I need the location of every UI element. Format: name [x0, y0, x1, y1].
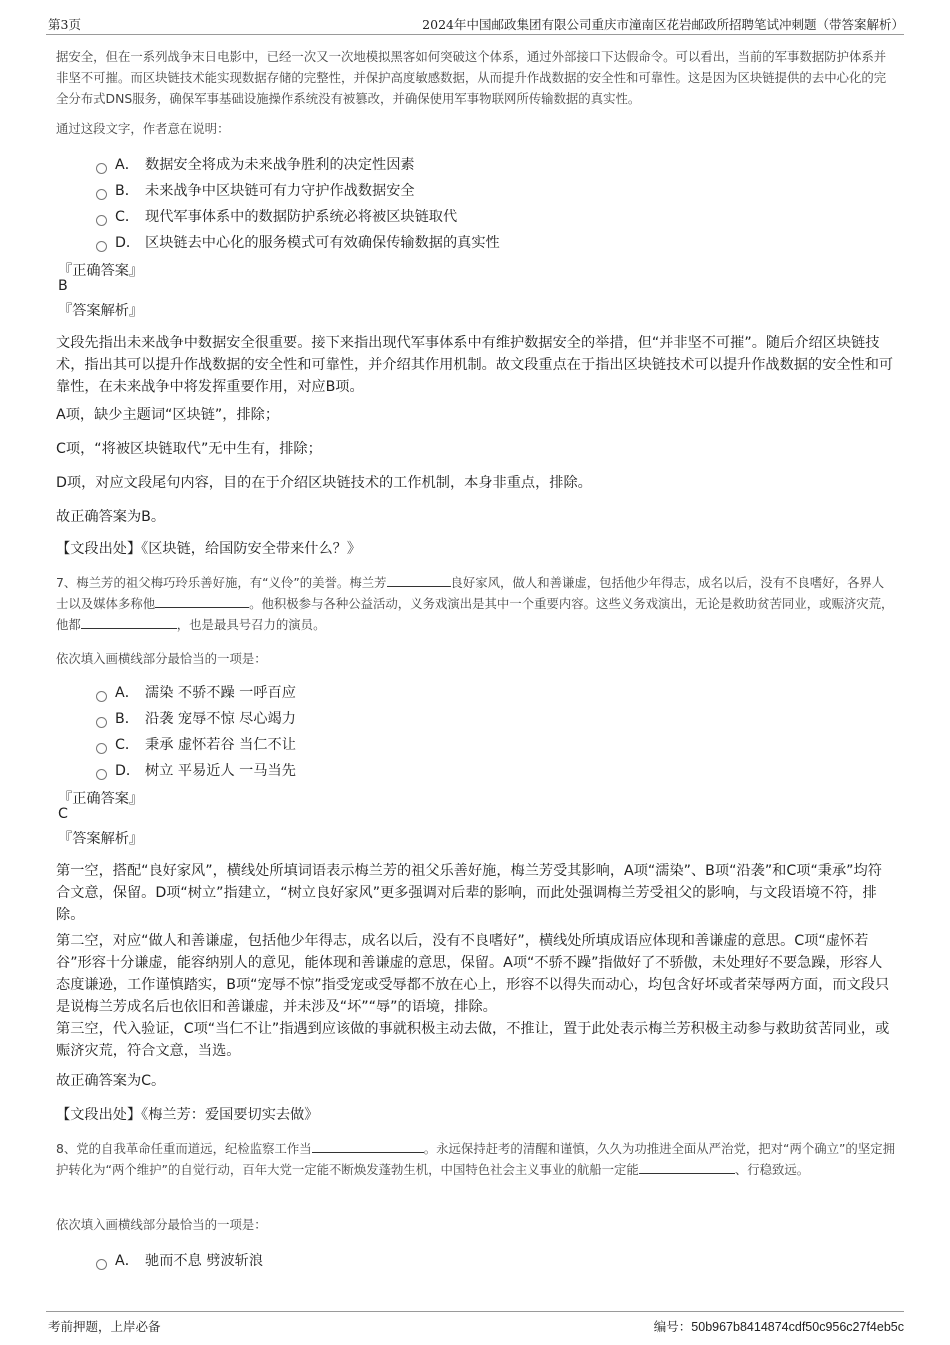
page-footer [46, 1311, 904, 1336]
q6-option-d[interactable]: D． 区块链去中心化的服务模式可有效确保传输数据的真实性 [96, 232, 500, 252]
q7-source: 【文段出处】《梅兰芳：爱国要切实去做》 [56, 1107, 319, 1123]
q6-option-a[interactable]: A． 数据安全将成为未来战争胜利的决定性因素 [96, 154, 415, 174]
q7-prompt: 依次填入画横线部分最恰当的一项是： [56, 651, 267, 666]
q7-option-b[interactable]: B． 沿袭 宠辱不惊 尽心竭力 [96, 708, 296, 728]
radio-icon[interactable] [96, 691, 107, 702]
fill-blank [155, 593, 249, 608]
q7-analysis-1: 第一空，搭配“良好家风”，横线处所填词语表示梅兰芳的祖父乐善好施，梅兰芳受其影响，A项“濡染”、B项“沿袭”和C项“秉承”均符合文意，保留。D项“树立”指建立，“树立良好家风”更多强调对后辈的影响，而此处强调梅兰芳受祖父的影响，与文段语境不符，排除。 [56, 863, 882, 923]
q7-answer-label: 『正确答案』 [58, 791, 144, 807]
radio-icon[interactable] [96, 743, 107, 754]
radio-icon[interactable] [96, 1259, 107, 1270]
q7-option-a[interactable]: A． 濡染 不骄不躁 一呼百应 [96, 682, 296, 702]
q6-analysis-c: C项，“将被区块链取代”无中生有，排除； [56, 441, 322, 457]
q6-option-b[interactable]: B． 未来战争中区块链可有力守护作战数据安全 [96, 180, 415, 200]
q7-answer: C [58, 806, 68, 822]
radio-icon[interactable] [96, 717, 107, 728]
q6-conclusion: 故正确答案为B。 [56, 509, 166, 525]
radio-icon[interactable] [96, 163, 107, 174]
q6-option-c[interactable]: C． 现代军事体系中的数据防护系统必将被区块链取代 [96, 206, 457, 226]
fill-blank [312, 1138, 424, 1153]
q6-analysis-a: A项，缺少主题词“区块链”，排除； [56, 407, 280, 423]
q7-stem: 7、梅兰芳的祖父梅巧玲乐善好施，有“义伶”的美誉。梅兰芳 良好家风，做人和善谦虚，包括他少年得志，成名以后，没有不良嗜好，各界人士以及媒体多称他 。他积极参与各种公益活动，义务戏演出是其中一个重要内容。这些义务戏演出，无论是救助贫苦同业，或赈济灾荒，他都 ，也是最具号召力的演员。 [56, 572, 896, 635]
fill-blank [387, 572, 451, 587]
q6-answer: B [58, 278, 68, 294]
q6-answer-label: 『正确答案』 [58, 263, 144, 279]
q6-prompt: 通过这段文字，作者意在说明： [56, 121, 230, 136]
radio-icon[interactable] [96, 769, 107, 780]
q7-option-c[interactable]: C． 秉承 虚怀若谷 当仁不让 [96, 734, 296, 754]
fill-blank [81, 614, 177, 629]
page-number: 第3页 [48, 17, 81, 32]
q7-analysis-3: 第三空，代入验证，C项“当仁不让”指遇到应该做的事就积极主动去做，不推让，置于此处表示梅兰芳积极主动参与救助贫苦同业，或赈济灾荒，符合文意，当选。 [56, 1021, 890, 1059]
q6-analysis-main: 文段先指出未来战争中数据安全很重要。接下来指出现代军事体系中有维护数据安全的举措，但“并非坚不可摧”。随后介绍区块链技术，指出其可以提升作战数据的安全性和可靠性，并介绍其作用机制。故文段重点在于指出区块链技术可以提升作战数据的安全性和可靠性，在未来战争中将发挥重要作用，对应B项。 [56, 335, 894, 395]
q6-passage: 据安全，但在一系列战争末日电影中，已经一次又一次地模拟黑客如何突破这个体系，通过外部接口下达假命令。可以看出，当前的军事数据防护体系并非坚不可摧。而区块链技术能实现数据存储的完整性，并保护高度敏感数据，从而提升作战数据的安全性和可靠性。这是因为区块链提供的去中心化的完全分布式DNS服务，确保军事基础设施操作系统没有被篡改，并确保使用军事物联网所传输数据的真实性。 [56, 49, 887, 106]
fill-blank [639, 1159, 735, 1174]
q8-stem: 8、党的自我革命任重而道远，纪检监察工作当 。永远保持赶考的清醒和谨慎，久久为功推进全面从严治党，把对“两个确立”的坚定拥护转化为“两个维护”的自觉行动，百年大党一定能不断焕发蓬勃生机，中国特色社会主义事业的航船一定能 、行稳致远。 [56, 1138, 896, 1180]
footer-slogan: 考前押题，上岸必备 [48, 1319, 161, 1334]
q7-conclusion: 故正确答案为C。 [56, 1073, 166, 1089]
q7-analysis-label: 『答案解析』 [58, 831, 144, 847]
q6-source: 【文段出处】《区块链，给国防安全带来什么？》 [56, 541, 362, 557]
radio-icon[interactable] [96, 241, 107, 252]
q8-option-a[interactable]: A． 驰而不息 劈波斩浪 [96, 1250, 263, 1270]
q7-analysis-2: 第二空，对应“做人和善谦虚，包括他少年得志，成名以后，没有不良嗜好”，横线处所填成语应体现和善谦虚的意思。C项“虚怀若谷”形容十分谦虚，能容纳别人的意见，能体现和善谦虚的意思，保留。A项“不骄不躁”指做好了不骄傲，未处理好不要急躁，形容人态度谦逊，工作谨慎踏实，B项“宠辱不惊”指受宠或受辱都不放在心上，形容不以得失而动心，均包含好坏或者荣辱两方面，而文段只是说梅兰芳成名后也依旧和善谦虚，并未涉及“坏”“辱”的语境，排除。 [56, 933, 890, 1015]
document-title: 2024年中国邮政集团有限公司重庆市潼南区花岩邮政所招聘笔试冲刺题（带答案解析） [422, 17, 904, 32]
radio-icon[interactable] [96, 215, 107, 226]
q6-analysis-d: D项，对应文段尾句内容，目的在于介绍区块链技术的工作机制，本身非重点，排除。 [56, 475, 592, 491]
radio-icon[interactable] [96, 189, 107, 200]
q8-prompt: 依次填入画横线部分最恰当的一项是： [56, 1217, 267, 1232]
q6-analysis-label: 『答案解析』 [58, 303, 144, 319]
document-code: 编号：50b967b8414874cdf50c956c27f4eb5c [653, 1319, 904, 1334]
page-header [46, 12, 904, 35]
q7-option-d[interactable]: D． 树立 平易近人 一马当先 [96, 760, 296, 780]
